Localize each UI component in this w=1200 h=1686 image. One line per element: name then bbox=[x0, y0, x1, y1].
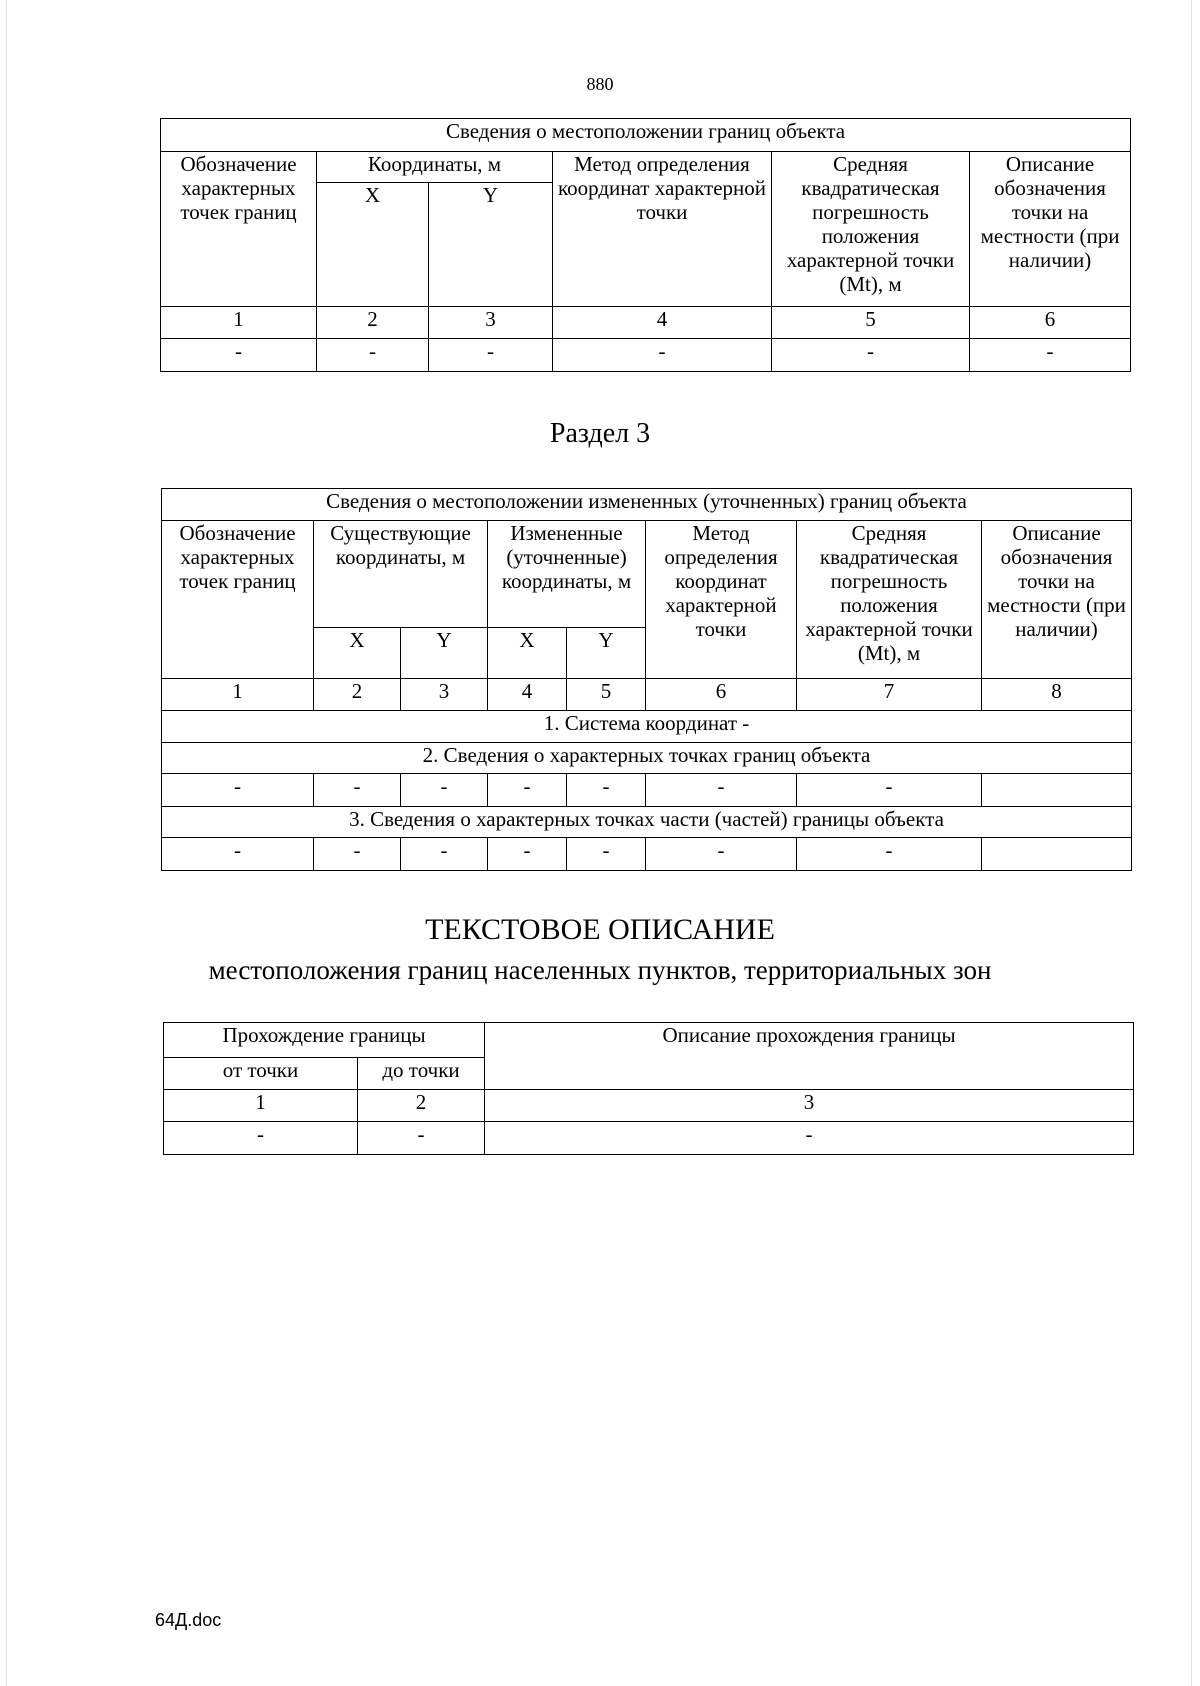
boundary-passage-table bbox=[163, 1022, 1134, 1155]
page-number: 880 bbox=[586, 74, 614, 94]
subsection-coordinate-system: 1. Система координат - bbox=[162, 711, 1132, 743]
column-number: 3 bbox=[401, 679, 488, 711]
table-title: Сведения о местоположении границ объекта bbox=[161, 119, 1131, 152]
column-number-row bbox=[164, 1090, 1134, 1122]
table-cell: - bbox=[567, 838, 646, 871]
column-number: 2 bbox=[314, 679, 401, 711]
header-method: Метод определения координат характерной точки bbox=[646, 521, 797, 679]
header-point-designation: Обозначение характерных точек границ bbox=[162, 521, 314, 679]
table-cell: - bbox=[317, 339, 429, 372]
table-row bbox=[162, 774, 1132, 807]
column-number-row bbox=[161, 307, 1131, 339]
header-boundary-passage: Прохождение границы bbox=[164, 1023, 485, 1058]
table-row bbox=[164, 1122, 1134, 1155]
header-existing-coordinates: Существующие координаты, м bbox=[314, 521, 488, 628]
header-to-point: до точки bbox=[358, 1058, 485, 1090]
table-cell: - bbox=[797, 838, 982, 871]
table-cell: - bbox=[162, 838, 314, 871]
column-number: 7 bbox=[797, 679, 982, 711]
column-number: 1 bbox=[164, 1090, 358, 1122]
table-cell: - bbox=[358, 1122, 485, 1155]
header-passage-description: Описание прохождения границы bbox=[485, 1023, 1134, 1090]
table-cell: - bbox=[164, 1122, 358, 1155]
scan-edge-left bbox=[6, 0, 7, 1686]
boundary-location-table bbox=[160, 118, 1131, 372]
table-cell: - bbox=[401, 838, 488, 871]
table-cell: - bbox=[646, 838, 797, 871]
column-number: 4 bbox=[488, 679, 567, 711]
column-number: 2 bbox=[358, 1090, 485, 1122]
column-number: 3 bbox=[485, 1090, 1134, 1122]
header-x: X bbox=[314, 628, 401, 679]
table-row bbox=[161, 339, 1131, 372]
table-cell bbox=[982, 774, 1132, 807]
table-cell: - bbox=[162, 774, 314, 807]
table-cell: - bbox=[488, 774, 567, 807]
table-cell: - bbox=[646, 774, 797, 807]
table-cell: - bbox=[401, 774, 488, 807]
table-cell: - bbox=[314, 838, 401, 871]
header-point-designation: Обозначение характерных точек границ bbox=[161, 152, 317, 307]
header-y: Y bbox=[429, 183, 553, 307]
header-description: Описание обозначения точки на местности (при наличии) bbox=[970, 152, 1131, 307]
column-number: 4 bbox=[553, 307, 772, 339]
header-y: Y bbox=[567, 628, 646, 679]
table-cell: - bbox=[970, 339, 1131, 372]
column-number: 2 bbox=[317, 307, 429, 339]
header-x: X bbox=[488, 628, 567, 679]
table-cell: - bbox=[567, 774, 646, 807]
column-number: 3 bbox=[429, 307, 553, 339]
column-number: 6 bbox=[646, 679, 797, 711]
header-description: Описание обозначения точки на местности (при наличии) bbox=[982, 521, 1132, 679]
table-cell: - bbox=[485, 1122, 1134, 1155]
table-cell: - bbox=[488, 838, 567, 871]
header-y: Y bbox=[401, 628, 488, 679]
section-heading: Раздел 3 bbox=[549, 418, 651, 449]
table-title: Сведения о местоположении измененных (уточненных) границ объекта bbox=[162, 489, 1132, 521]
table-cell: - bbox=[553, 339, 772, 372]
table-cell bbox=[982, 838, 1132, 871]
text-description-subtitle: местоположения границ населенных пунктов, территориальных зон bbox=[208, 955, 992, 985]
changed-boundary-table bbox=[161, 488, 1132, 871]
subsection-part-boundary-points: 3. Сведения о характерных точках части (частей) границы объекта bbox=[162, 807, 1132, 838]
column-number-row bbox=[162, 679, 1132, 711]
column-number: 8 bbox=[982, 679, 1132, 711]
table-cell: - bbox=[772, 339, 970, 372]
header-changed-coordinates: Измененные (уточненные) координаты, м bbox=[488, 521, 646, 628]
column-number: 5 bbox=[567, 679, 646, 711]
column-number: 1 bbox=[161, 307, 317, 339]
table-row bbox=[162, 838, 1132, 871]
header-method: Метод определения координат характерной точки bbox=[553, 152, 772, 307]
document-filename: 64Д.doc bbox=[155, 1610, 222, 1630]
header-x: X bbox=[317, 183, 429, 307]
column-number: 5 bbox=[772, 307, 970, 339]
table-cell: - bbox=[429, 339, 553, 372]
table-cell: - bbox=[161, 339, 317, 372]
text-description-title: ТЕКСТОВОЕ ОПИСАНИЕ bbox=[425, 913, 775, 946]
header-mean-error: Средняя квадратическая погрешность положения характерной точки (Mt), м bbox=[772, 152, 970, 307]
scan-edge-right bbox=[1191, 0, 1192, 1686]
column-number: 6 bbox=[970, 307, 1131, 339]
header-coordinates: Координаты, м bbox=[317, 152, 553, 183]
table-cell: - bbox=[314, 774, 401, 807]
header-mean-error: Средняя квадратическая погрешность положения характерной точки (Mt), м bbox=[797, 521, 982, 679]
table-cell: - bbox=[797, 774, 982, 807]
subsection-boundary-points: 2. Сведения о характерных точках границ объекта bbox=[162, 743, 1132, 774]
header-from-point: от точки bbox=[164, 1058, 358, 1090]
column-number: 1 bbox=[162, 679, 314, 711]
